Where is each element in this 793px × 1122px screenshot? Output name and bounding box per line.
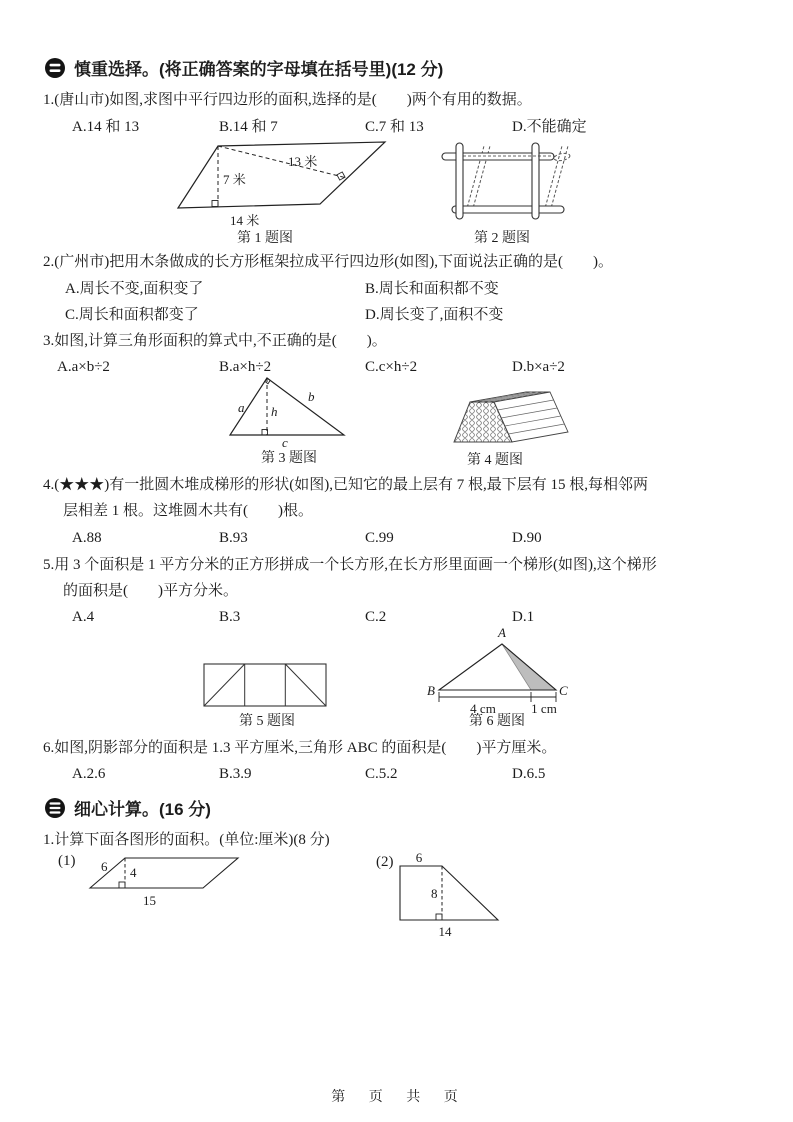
base-14-label: 14 (438, 924, 452, 939)
bottom-bar (452, 206, 564, 213)
right-angle-mark (119, 882, 125, 888)
base-c-label: c (282, 435, 288, 448)
question-6-options (72, 764, 545, 784)
figure-2-caption: 第 2 题图 (474, 231, 530, 246)
section-calc-header (44, 795, 211, 820)
rectangle-shape (204, 664, 326, 706)
calc-figure-1-parallelogram (85, 850, 255, 910)
shifted-bar-end-dashed (554, 152, 571, 161)
question-5-options (72, 607, 534, 627)
section-two-circle-icon (44, 57, 66, 79)
figure-5-caption: 第 5 题图 (239, 714, 295, 729)
question-2-text: 2.(广州市)把用木条做成的长方形框架拉成平行四边形(如图),下面说法正确的是( )。 (43, 254, 613, 270)
right-angle-mark (212, 201, 218, 207)
q1-option-a: A.14 和 13 (72, 119, 140, 135)
question-5-text-line1: 5.用 3 个面积是 1 平方分米的正方形拼成一个长方形,在长方形里面画一个梯形(如图),这个梯形 (43, 557, 657, 573)
page-footer: 第 页 共 页 (331, 1090, 462, 1105)
height-label: 7 米 (223, 172, 246, 187)
question-3-text: 3.如图,计算三角形面积的算式中,不正确的是( )。 (43, 333, 387, 349)
figure-4-caption: 第 4 题图 (467, 453, 523, 468)
q1-option-b: B.14 和 7 (219, 119, 278, 135)
q4-option-a: A.88 (72, 530, 102, 546)
question-2-options-row-1 (65, 279, 499, 299)
q4-option-d: D.90 (512, 530, 542, 546)
figure-3-triangle (222, 368, 357, 448)
question-1-options (72, 117, 587, 137)
side-6-label: 6 (101, 859, 108, 874)
section-choice-header (44, 55, 443, 80)
q2-option-d: D.周长变了,面积不变 (365, 307, 504, 323)
parallelogram-shape (90, 858, 238, 888)
vertex-b-label: B (427, 683, 435, 698)
question-5-text-line2: 的面积是( )平方分米。 (63, 583, 238, 599)
base-15-label: 15 (143, 893, 156, 908)
diagonal-right (285, 664, 326, 706)
trapezoid-shape (400, 866, 498, 920)
q6-option-c: C.5.2 (365, 766, 398, 782)
question-1-text: 1.(唐山市)如图,求图中平行四边形的面积,选择的是( )两个有用的数据。 (43, 92, 532, 108)
diagonal-label: 13 米 (288, 154, 318, 169)
vertex-c-label: C (559, 683, 568, 698)
section-choice-title: 慎重选择。(将正确答案的字母填在括号里)(12 分) (74, 60, 444, 79)
q5-option-c: C.2 (365, 609, 387, 625)
q5-option-b: B.3 (219, 609, 241, 625)
figure-3-caption: 第 3 题图 (261, 451, 317, 466)
side-b-label: b (308, 389, 315, 404)
q6-option-d: D.6.5 (512, 766, 546, 782)
top-6-label: 6 (415, 852, 423, 865)
vertex-a-label: A (498, 626, 506, 640)
calc-figure-2-index: (2) (376, 854, 394, 870)
height-8-label: 8 (431, 886, 438, 901)
q1-option-c: C.7 和 13 (365, 119, 424, 135)
question-4-text-line2: 层相差 1 根。这堆圆木共有( )根。 (63, 503, 313, 519)
q5-option-d: D.1 (512, 609, 535, 625)
q3-option-c: C.c×h÷2 (365, 359, 418, 375)
left-post (456, 143, 463, 219)
q1-option-d: D.不能确定 (512, 119, 587, 135)
segment-1cm-label: 1 cm (531, 701, 557, 716)
question-4-options (72, 528, 542, 548)
q3-option-a: A.a×b÷2 (57, 359, 110, 375)
side-a-label: a (238, 400, 245, 415)
section-calc-title: 细心计算。(16 分) (74, 800, 211, 819)
q3-option-b: B.a×h÷2 (219, 359, 272, 375)
height-4-label: 4 (130, 865, 137, 880)
figure-6-triangle-abc (425, 626, 570, 718)
height-h-label: h (271, 404, 278, 419)
q4-option-b: B.93 (219, 530, 248, 546)
parallelogram-shape (178, 142, 385, 208)
q5-option-a: A.4 (72, 609, 95, 625)
right-post (532, 143, 539, 219)
question-2-options-row-2 (65, 305, 503, 325)
q4-option-c: C.99 (365, 530, 394, 546)
q2-option-b: B.周长和面积都不变 (365, 281, 499, 297)
q6-option-a: A.2.6 (72, 766, 106, 782)
figure-2-frame (440, 140, 572, 230)
calc-figure-1-index: (1) (58, 853, 76, 869)
diagonal-left (204, 664, 245, 706)
q6-option-b: B.3.9 (219, 766, 252, 782)
calc-instruction: 1.计算下面各图形的面积。(单位:厘米)(8 分) (43, 832, 330, 848)
triangle-shape (230, 378, 344, 435)
question-6-text: 6.如图,阴影部分的面积是 1.3 平方厘米,三角形 ABC 的面积是( )平方厘米。 (43, 740, 557, 756)
figure-4-log-pile (448, 384, 573, 452)
q2-option-c: C.周长和面积都变了 (65, 307, 199, 323)
section-three-circle-icon (44, 797, 66, 819)
segment-4cm-label: 4 cm (470, 701, 496, 716)
base-label: 14 米 (230, 213, 260, 228)
q2-option-a: A.周长不变,面积变了 (65, 281, 204, 297)
figure-6-caption: 第 6 题图 (469, 714, 525, 729)
figure-1-parallelogram (170, 140, 395, 232)
figure-5-rectangle-squares (203, 663, 331, 709)
q3-option-d: D.b×a÷2 (512, 359, 565, 375)
figure-1-caption: 第 1 题图 (237, 231, 293, 246)
question-4-text-line1: 4.(★★★)有一批圆木堆成梯形的形状(如图),已知它的最上层有 7 根,最下层有 15 根,每相邻两 (43, 477, 648, 493)
right-angle-mark (436, 914, 442, 920)
calc-figure-2-trapezoid (395, 852, 510, 947)
